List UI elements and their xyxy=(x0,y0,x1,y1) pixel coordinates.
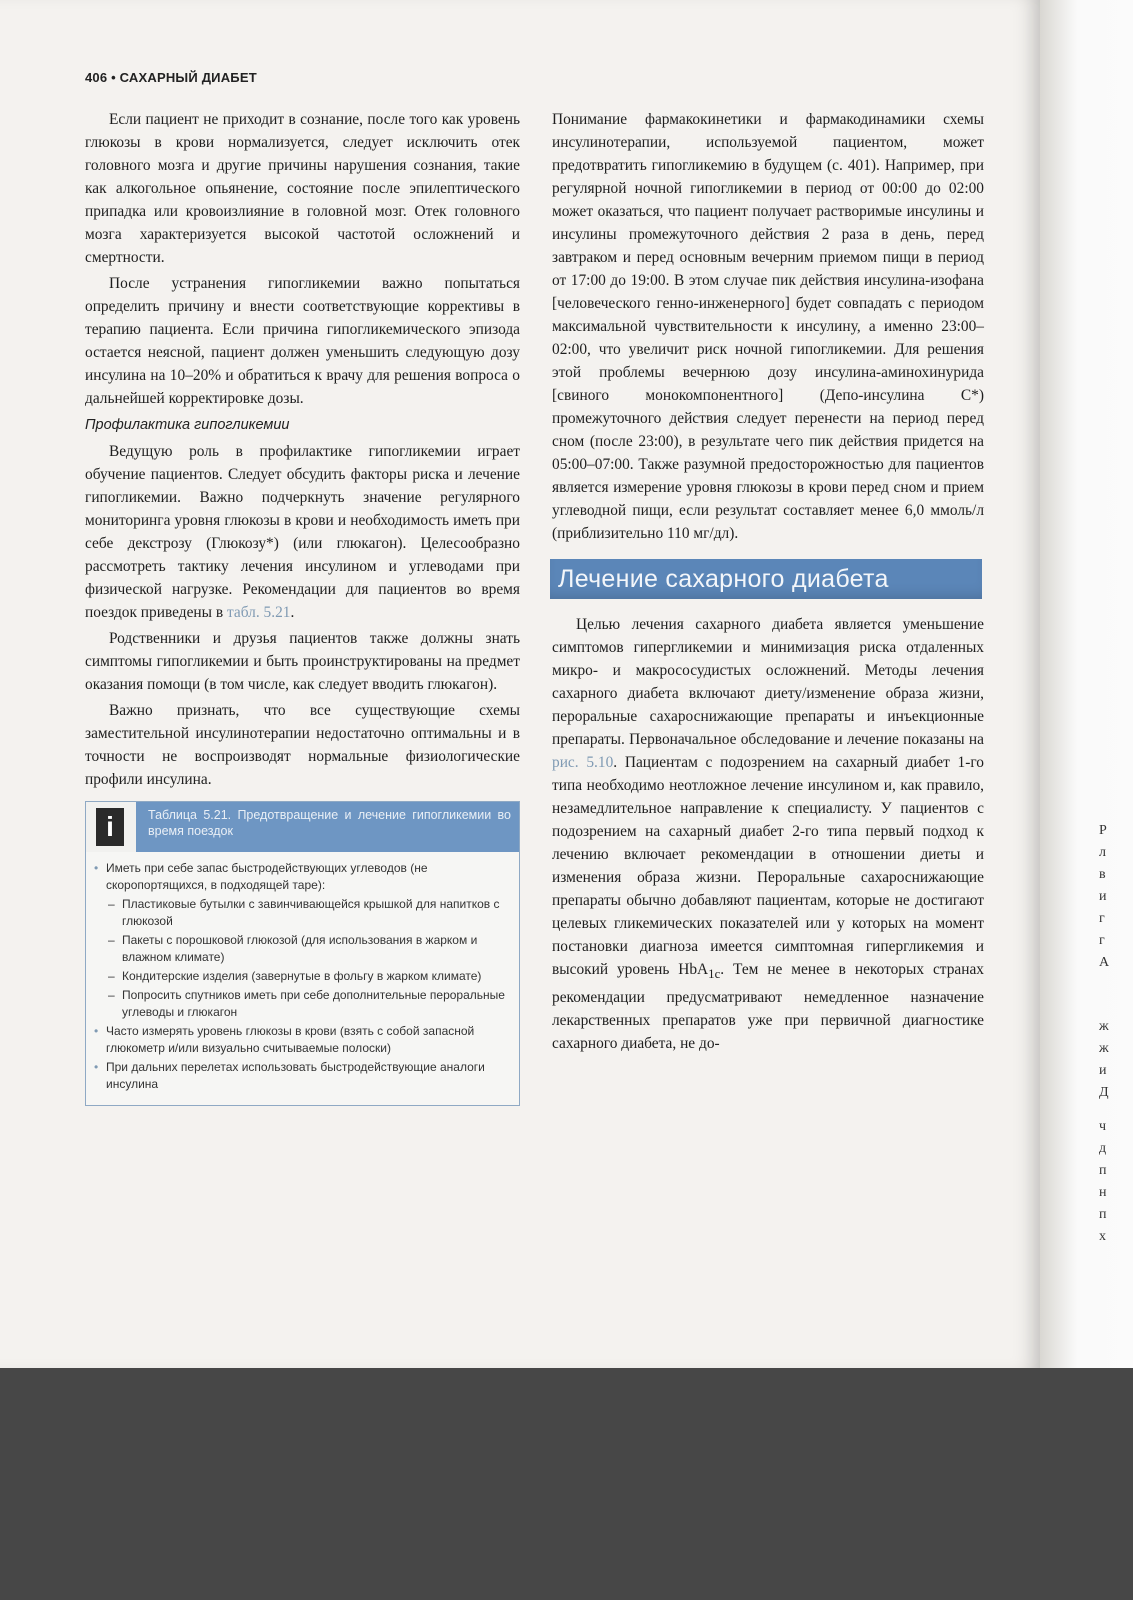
paragraph: Родственники и друзья пациентов также должны знать симптомы гипогликемии и быть проинструктированы на предмет оказания помощи (в том числе, как следует вводить глюкагон). xyxy=(85,630,520,693)
facing-page-letters-3: ч д п н п х xyxy=(1099,1119,1107,1244)
facing-page-letters-2: ж ж и Д xyxy=(1099,1019,1109,1100)
paragraph: Понимание фармакокинетики и фармакодинамики схемы инсулинотерапии, используемой пациентом, может предотвратить гипогликемию в будущем (с. 401). Например, при регулярной ночной гипогликемии в период от 00:00 до 02:00 может оказаться, что пациент получает растворимые инсулины и инсулины промежуточного действия 2 раза в день, перед завтраком и перед основным вечерним приемом пищи в период от 17:00 до 19:00. В этом случае пик действия инсулина-изофана [человеческого генно-инженерного] будет совпадать с периодом максимальной чувствительности к инсулину, а именно 23:00–02:00, что увеличит риск ночной гипогликемии. Для решения этой проблемы вечернюю дозу инсулина-аминохинурида [свиного монокомпонентного] (Депо-инсулина С*) промежуточного действия следует перенести на период перед сном (после 23:00), в результате чего пик действия придется на 05:00–07:00. Также разумной предосторожностью для пациентов является измерение уровня глюкозы в крови перед сном и прием углеводной пищи, если результат составляет менее 6,0 ммоль/л (приблизительно 110 мг/дл). xyxy=(552,111,984,542)
figure-reference-link[interactable]: рис. 5.10 xyxy=(552,754,614,771)
info-table-box xyxy=(85,801,520,1106)
left-column xyxy=(85,108,520,1106)
subheading-hypoglycemia-prevention: Профилактика гипогликемии xyxy=(85,417,290,433)
sub-list-item: – Пакеты с порошковой глюкозой (для использования в жарком и влажном климате) xyxy=(106,932,509,966)
sub-list-item: – Кондитерские изделия (завернутые в фольгу в жарком климате) xyxy=(106,968,509,985)
list-item: • Часто измерять уровень глюкозы в крови (взять с собой запасной глюкометр и/или визуально считываемые полоски) xyxy=(94,1023,509,1057)
list-item: • При дальних перелетах использовать быстродействующие аналоги инсулина xyxy=(94,1059,509,1093)
table-reference-link[interactable]: табл. 5.21 xyxy=(226,604,291,621)
paragraph: Ведущую роль в профилактике гипогликемии играет обучение пациентов. Следует обсудить факторы риска и лечение гипогликемии. Важно подчеркнуть значение регулярного мониторинга уровня глюкозы в крови и необходимость иметь при себе декстрозу (Глюкозу*) (или глюкагон). Целесообразно рассмотреть тактику лечения инсулином и углеводами при физической нагрузке. Рекомендации для пациентов во время поездок приведены в табл. 5.21. xyxy=(85,443,520,621)
sub-list xyxy=(106,896,509,1021)
paragraph: После устранения гипогликемии важно попытаться определить причину и внести соответствующие коррективы в терапию пациента. Если причина гипогликемического эпизода остается неясной, пациент должен уменьшить следующую дозу инсулина на 10–20% и обратиться к врачу для решения вопроса о дальнейшей корректировке дозы. xyxy=(85,275,520,407)
sub-list-item: – Пластиковые бутылки с завинчивающейся крышкой для напитков с глюкозой xyxy=(106,896,509,930)
paragraph: Важно признать, что все существующие схемы заместительной инсулинотерапии недостаточно оптимальны и в точности не воспроизводят нормальные физиологические профили инсулина. xyxy=(85,702,520,788)
info-list xyxy=(94,860,509,1093)
facing-page-edge xyxy=(1040,0,1133,1368)
list-item: • Иметь при себе запас быстродействующих углеводов (не скоропортящихся, в подходящей таре): – Пластиковые бутылки с завинчивающейся крышкой для напитков с глюкозой – Пакеты с порошковой глюкозой (для использования в жарком и влажном климате) – Кондитерские изделия (завернутые в фольгу в жарком климате) – Попросить спутников иметь при себе дополнительные пероральные углеводы и глюкагон xyxy=(94,860,509,1021)
info-table-header xyxy=(86,802,519,852)
paragraph: Если пациент не приходит в сознание, после того как уровень глюкозы в крови нормализуется, следует исключить отек головного мозга и другие причины нарушения сознания, такие как алкогольное опьянение, состояние после эпилептического припадка или кровоизлияние в головной мозг. Отек головного мозга характеризуется высокой частотой осложнений и смертности. xyxy=(85,111,520,266)
paragraph: Целью лечения сахарного диабета является уменьшение симптомов гипергликемии и минимизация риска отдаленных микро- и макрососудистых осложнений. Методы лечения сахарного диабета включают диету/изменение образа жизни, пероральные сахароснижающие препараты и инъекционные препараты. Первоначальное обследование и лечение показаны на рис. 5.10. Пациентам с подозрением на сахарный диабет 1-го типа необходимо неотложное лечение инсулином и, как правило, незамедлительное направление к специалисту. У пациентов с подозрением на сахарный диабет 2-го типа первый подход к лечению включает рекомендации в отношении диеты и изменения образа жизни. Пероральные сахароснижающие препараты обычно добавляют пациентам, которые не достигают целевых гликемических показателей или у которых на момент постановки диагноза имеется симптомная гипергликемия и высокий уровень HbA$_{1c}$. Тем не менее в некоторых странах рекомендации предусматривают немедленное назначение лекарственных препаратов уже при первичной диагностике сахарного диабета, не до- xyxy=(552,616,984,1053)
running-head: 406 • САХАРНЫЙ ДИАБЕТ xyxy=(85,70,257,85)
info-icon: i xyxy=(96,808,124,846)
sub-list-item: – Попросить спутников иметь при себе дополнительные пероральные углеводы и глюкагон xyxy=(106,987,509,1021)
info-table-title: Таблица 5.21. Предотвращение и лечение гипогликемии во время поездок xyxy=(136,802,519,852)
section-title: Лечение сахарного диабета xyxy=(558,564,889,593)
scanner-background xyxy=(0,1368,1133,1600)
right-column xyxy=(552,108,984,1058)
section-banner xyxy=(550,559,982,599)
facing-page-letters-1: Р л в и г г А xyxy=(1099,823,1110,970)
